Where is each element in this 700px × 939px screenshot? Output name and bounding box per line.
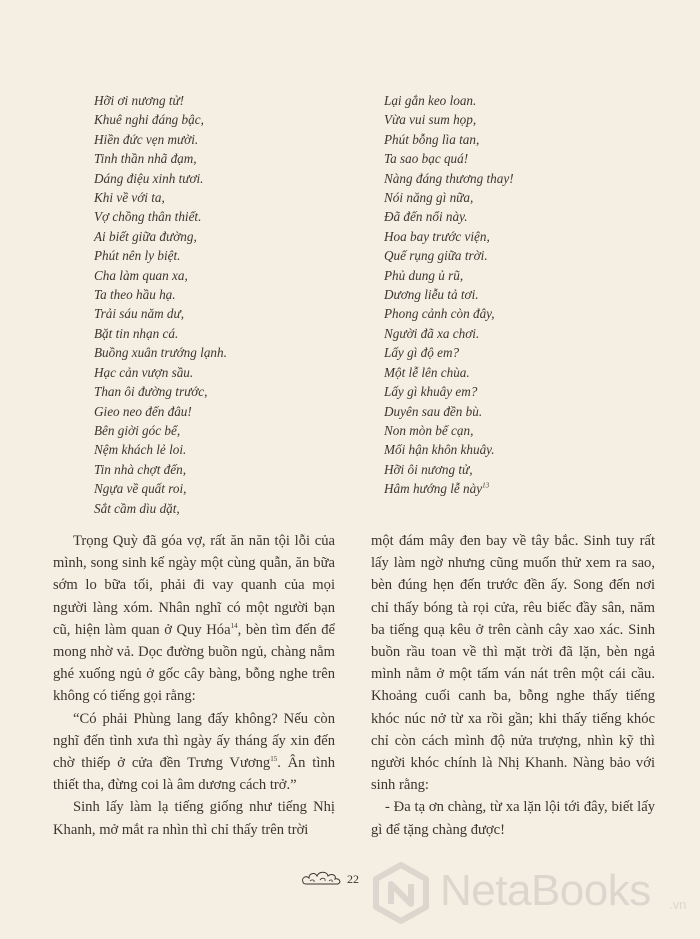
poem-line: Lấy gì khuây em? xyxy=(384,384,478,400)
poem-line: Ta theo hầu hạ. xyxy=(94,287,176,303)
poem-right-column xyxy=(384,91,514,499)
poem-line-text: Hâm hướng lễ này xyxy=(384,481,483,497)
poem-line: Hiền đức vẹn mười. xyxy=(94,131,199,147)
poem-line: Tin nhà chợt đến, xyxy=(94,461,187,477)
poem-line: Hạc cản vượn sầu. xyxy=(94,364,194,380)
paragraph-text: “Có phải Phùng lang đấy không? Nếu còn nghĩ đến tình xưa thì ngày ấy tháng ấy xin đến chờ thiếp ở cửa đền Trưng Vương xyxy=(53,710,335,772)
poem-line: Mối hận khôn khuây. xyxy=(384,442,495,458)
poem-line: Người đã xa chơi. xyxy=(384,325,480,341)
poem-line xyxy=(384,479,514,498)
poem-line: Hỡi ơi nương tử! xyxy=(94,93,185,108)
poem-line: Vừa vui sum họp, xyxy=(384,112,477,128)
poem-line: Một lễ lên chùa. xyxy=(384,364,470,380)
poem-line: Vợ chồng thân thiết. xyxy=(94,209,202,225)
poem-line: Ta sao bạc quá! xyxy=(384,151,469,167)
watermark-domain-suffix: .vn xyxy=(669,897,687,912)
prose-left-column xyxy=(53,530,335,841)
poem-line: Tinh thần nhã đạm, xyxy=(94,151,197,167)
poem-line: Ai biết giữa đường, xyxy=(94,228,197,244)
poem-line: Dáng điệu xinh tươi. xyxy=(94,170,204,186)
footnote-marker[interactable]: 13 xyxy=(482,481,490,490)
footnote-marker[interactable]: 14 xyxy=(230,621,238,630)
brand-logo-icon xyxy=(370,862,432,924)
page-number: 22 xyxy=(347,872,359,886)
poem-line: Đã đến nổi này. xyxy=(384,209,468,225)
poem-line: Non mòn bể cạn, xyxy=(384,422,474,438)
paragraph-text: , bèn tìm đến để mong nhờ vả. Dọc đường buồn ngủ, chàng nằm ghé xuống ngủ ở gốc cây bàng, bỗng nghe trên không có tiếng gọi rằng: xyxy=(53,621,336,705)
poem-line: Hỡi ôi nương tử, xyxy=(384,461,473,477)
paragraph-text: . Ân tình thiết tha, đừng coi là âm dương cách trở.” xyxy=(53,755,335,794)
poem-line: Duyên sau đền bù. xyxy=(384,403,483,419)
poem-line: Phủ dung ủ rũ, xyxy=(384,267,464,283)
poem-line: Khi về với ta, xyxy=(94,190,165,206)
poem-line: Ngựa về quất roi, xyxy=(94,481,187,497)
poem-line: Cha làm quan xa, xyxy=(94,267,188,283)
poem-line: Dương liễu tả tơi. xyxy=(384,287,479,303)
poem-line: Phút bỗng lìa tan, xyxy=(384,131,480,147)
poem-line: Trải sáu năm dư, xyxy=(94,306,185,322)
poem-line: Phong cảnh còn đây, xyxy=(384,306,495,322)
brand-watermark xyxy=(366,860,696,928)
dialogue-paragraph: - Đa tạ ơn chàng, từ xa lặn lội tới đây, biết lấy gì để tặng chàng được! xyxy=(371,799,655,838)
prose-paragraph xyxy=(53,530,335,708)
prose-paragraph xyxy=(53,708,335,797)
watermark-brand-text: NetaBooks xyxy=(440,866,651,915)
cloud-ornament-icon xyxy=(300,868,344,888)
poem-line: Nệm khách lẻ loi. xyxy=(94,442,187,458)
poem-line: Bên giời góc bể, xyxy=(94,422,181,438)
poem-left-column xyxy=(94,91,227,518)
prose-paragraph: Sinh lấy làm lạ tiếng giống như tiếng Nhị Khanh, mở mắt ra nhìn thì chỉ thấy trên trời xyxy=(53,799,335,838)
poem-line: Gieo neo đến đâu! xyxy=(94,403,192,419)
poem-line: Buồng xuân trướng lạnh. xyxy=(94,345,227,361)
poem-line: Lại gắn keo loan. xyxy=(384,93,477,108)
poem-line: Nàng đáng thương thay! xyxy=(384,170,514,186)
poem-line: Sắt cầm dìu dặt, xyxy=(94,500,180,516)
poem-line: Hoa bay trước viện, xyxy=(384,228,490,244)
footnote-marker[interactable]: 15 xyxy=(270,755,278,764)
poem-line: Lấy gì độ em? xyxy=(384,345,460,361)
poem-line: Bặt tin nhạn cá. xyxy=(94,325,179,341)
poem-line: Nói năng gì nữa, xyxy=(384,190,474,206)
paragraph-text: Trọng Quỳ đã góa vợ, rất ăn năn tội lỗi của mình, song sinh kế ngày một cùng quẫn, ăn bữa sớm lo bữa tối, phải đi vay quanh của mọi người làng xóm. Nhân nghĩ có một người bạn cũ, hiện làm quan ở Quy Hóa xyxy=(53,533,335,638)
poem-line: Quế rụng giữa trời. xyxy=(384,248,488,264)
poem-line: Than ôi đường trước, xyxy=(94,384,208,400)
prose-paragraph: một đám mây đen bay về tây bắc. Sinh tuy rất lấy làm ngờ nhưng cũng muốn thử xem ra sao, bèn đúng hẹn đến trước đền ấy. Song đến nơi chỉ thấy bóng tà rọi cửa, rêu biếc đầy sân, năm ba tiếng quạ kêu ở trên cành cây xao xác. Sinh buồn rầu toan về thì mặt trời đã lặn, bèn ngả mình nằm ở một tấm ván nát trên một cái cầu. Khoảng cuối canh ba, bỗng nghe thấy tiếng khóc núc nở từ xa rồi gần; khi thấy tiếng khóc chỉ còn cách mình độ nửa trượng, nhìn kỹ thì người khóc chính là Nhị Khanh. Nàng bảo với sinh rằng: xyxy=(371,533,655,794)
poem-line: Khuê nghi đáng bậc, xyxy=(94,112,204,128)
poem-line: Phút nên ly biệt. xyxy=(94,248,181,264)
prose-right-column xyxy=(371,530,655,841)
